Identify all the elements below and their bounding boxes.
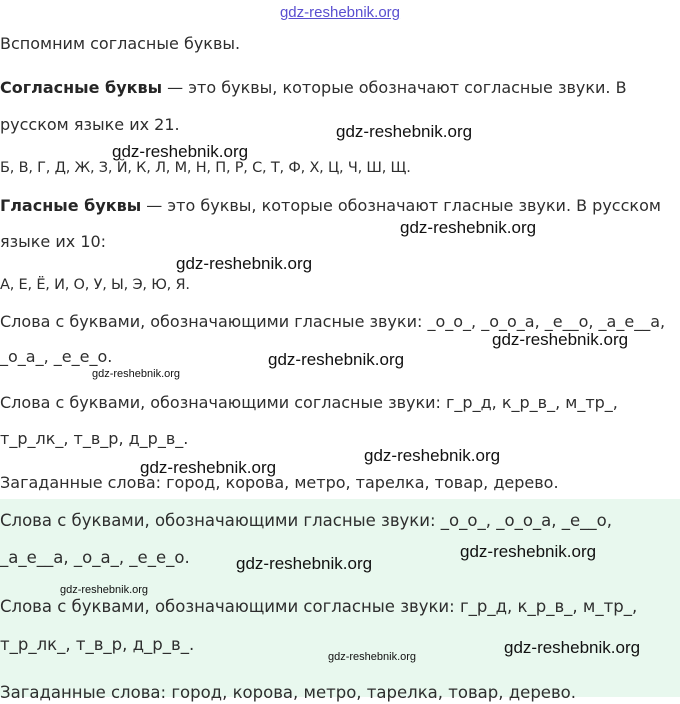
vowel-letters: А, Е, Ё, И, О, У, Ы, Э, Ю, Я. bbox=[0, 277, 190, 293]
site-header bbox=[0, 0, 680, 26]
watermark: gdz-reshebnik.org bbox=[460, 542, 597, 561]
watermark: gdz-reshebnik.org bbox=[176, 254, 313, 273]
watermark: gdz-reshebnik.org bbox=[112, 142, 249, 161]
watermark: gdz-reshebnik.org bbox=[236, 554, 373, 573]
answer-consonant-words-cont: т_р_лк_, т_в_р, д_р_в_. bbox=[0, 635, 195, 654]
vowels-definition-text: — это буквы, которые обозначают гласные звуки. В русском bbox=[141, 196, 661, 215]
consonant-words: Слова с буквами, обозначающими согласные звуки: г_р_д, к_р_в_, м_тр_, bbox=[0, 393, 618, 412]
watermark: gdz-reshebnik.org bbox=[492, 330, 629, 349]
watermark: gdz-reshebnik.org bbox=[140, 458, 277, 477]
watermark: gdz-reshebnik.org bbox=[268, 350, 405, 369]
consonants-definition-text: — это буквы, которые обозначают согласные звуки. В bbox=[162, 78, 627, 97]
watermark: gdz-reshebnik.org bbox=[60, 584, 149, 596]
vowels-term: Гласные буквы bbox=[0, 196, 142, 215]
answer-vowel-words: Слова с буквами, обозначающими гласные звуки: _о_о_, _о_о_а, _е__о, bbox=[0, 511, 613, 530]
guessed-words: Загаданные слова: город, корова, метро, тарелка, товар, дерево. bbox=[0, 473, 559, 492]
watermark: gdz-reshebnik.org bbox=[504, 638, 641, 657]
watermark: gdz-reshebnik.org bbox=[92, 368, 181, 380]
site-link[interactable]: gdz-reshebnik.org bbox=[279, 4, 401, 21]
answer-vowel-words-cont: _а_е__а, _о_а_, _е_е_о. bbox=[0, 548, 190, 567]
vowels-definition bbox=[0, 195, 661, 217]
intro-text: Вспомним согласные буквы. bbox=[0, 34, 241, 53]
consonants-term: Согласные буквы bbox=[0, 78, 163, 97]
answer-guessed-words: Загаданные слова: город, корова, метро, тарелка, товар, дерево. bbox=[0, 683, 577, 702]
vowels-definition-cont: языке их 10: bbox=[0, 232, 107, 251]
consonant-words-cont: т_р_лк_, т_в_р, д_р_в_. bbox=[0, 429, 189, 448]
watermark: gdz-reshebnik.org bbox=[336, 122, 473, 141]
consonants-definition bbox=[0, 77, 627, 99]
vowel-words-cont: _о_а_, _е_е_о. bbox=[0, 347, 113, 366]
watermark: gdz-reshebnik.org bbox=[400, 218, 537, 237]
consonant-letters: Б, В, Г, Д, Ж, З, Й, К, Л, М, Н, П, Р, С, Т, Ф, Х, Ц, Ч, Ш, Щ. bbox=[0, 160, 411, 176]
watermark: gdz-reshebnik.org bbox=[364, 446, 501, 465]
consonants-definition-cont: русском языке их 21. bbox=[0, 115, 180, 134]
watermark: gdz-reshebnik.org bbox=[328, 651, 417, 663]
vowel-words: Слова с буквами, обозначающими гласные звуки: _о_о_, _о_о_а, _е__о, _а_е__а, bbox=[0, 312, 666, 331]
answer-consonant-words: Слова с буквами, обозначающими согласные звуки: г_р_д, к_р_в_, м_тр_, bbox=[0, 597, 638, 616]
